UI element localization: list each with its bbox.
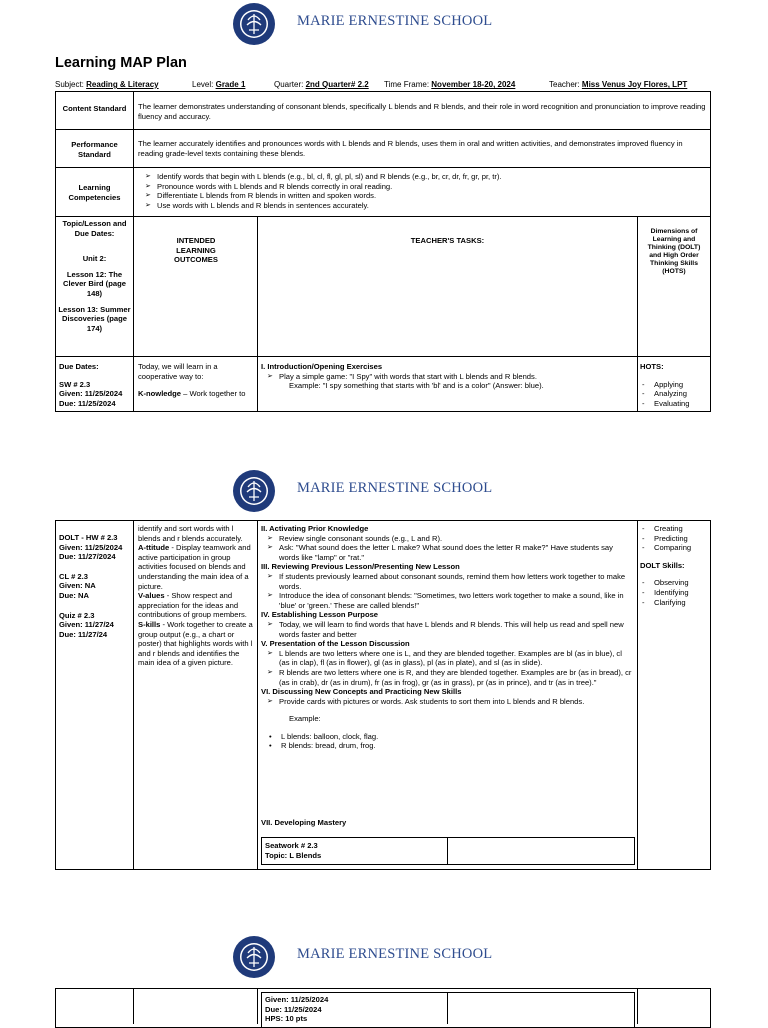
performance-standard-label: Performance Standard [71, 140, 118, 159]
school-seal-icon [232, 935, 276, 979]
content-standard-label: Content Standard [62, 104, 127, 113]
meta-level: Level: Grade 1 [192, 80, 246, 89]
hots-item: - Evaluating [640, 399, 710, 409]
hots-item: - Creating [640, 524, 710, 534]
meta-teacher: Teacher: Miss Venus Joy Flores, LPT [549, 80, 688, 89]
hots-item: - Analyzing [640, 389, 710, 399]
hots-cell-page1: HOTS: - Applying - Analyzing - Evaluating [640, 362, 710, 408]
developing-mastery-heading: VII. Developing Mastery [261, 818, 347, 827]
dolt-skill-item: - Observing [640, 578, 710, 588]
school-name: MARIE ERNESTINE SCHOOL [297, 13, 493, 29]
seatwork-dates: Given: 11/25/2024 Due: 11/25/2024 HPS: 10 pts [265, 995, 329, 1024]
hots-cell-page2: - Creating - Predicting - Comparing DOLT Skills: - Observing - Identifying - Clarifying [640, 524, 710, 607]
competencies-list [139, 172, 709, 210]
due-dates-cell: Due Dates: SW # 2.3 Given: 11/25/2024 Due: 11/25/2024 [59, 362, 123, 408]
task-item: ➢ R blends are two letters where one is R, and they are blended together. Examples are br (as in bread), cr (as in crab), dr (as in drum), fr (as in frog), gr (as in grass), pr (as in prince), and tr (as in tree)." [261, 668, 634, 687]
competencies-label: Learning Competencies [68, 183, 121, 202]
task-item: ➢ Ask: "What sound does the letter L make? What sound does the letter R make?" Have students say words like "lamp" or "rat." [261, 543, 634, 562]
dolt-skill-item: - Clarifying [640, 598, 710, 608]
ilo-cell-page2: identify and sort words with l blends and r blends accurately. A-ttitude - Display teamwork and active participation in group activities focused on blends and understanding the main idea of a picture. V-alues - Show respect and appreciation for the ideas and contributions of group members. S-kills - Work together to create a group output (e.g., a chart or poster) that highlights words with l and r blends and identifies the main idea of a given picture. [138, 524, 253, 668]
competency-item: ➢ Pronounce words with L blends and R blends correctly in oral reading. [139, 182, 709, 192]
dolt-skill-item: - Identifying [640, 588, 710, 598]
example-item: • R blends: bread, drum, frog. [261, 741, 634, 751]
school-name: MARIE ERNESTINE SCHOOL [297, 480, 493, 496]
content-standard-text: The learner demonstrates understanding of consonant blends, specifically L blends and R blends, and their role in word recognition and pronunciation to improve reading fluency and accuracy. [138, 102, 706, 121]
seatwork-label: Seatwork # 2.3 Topic: L Blends [265, 841, 322, 860]
meta-timeframe: Time Frame: November 18-20, 2024 [384, 80, 516, 89]
tasks-cell-page2: II. Activating Prior Knowledge ➢ Review single consonant sounds (e.g., L and R). ➢ Ask: "What sound does the letter L make? What sound does the letter R make?" Have students say words like "lamp" or "rat." III. Reviewing Previous Lesson/Presenting New Lesson ➢ If students previously learned about consonant sounds, remind them how letters work together to make words. ➢ Introduce the idea of consonant blends: "Sometimes, two letters work together to make a sound, like in 'blue' or 'green.' These are called blends!" IV. Establishing Lesson Purpose ➢ Today, we will learn to find words that have L blends and R blends. This will help us read and spell new words faster and better V. Presentation of the Lesson Discussion ➢ L blends are two letters where one is L, and they are blended together. Examples are bl (as in blue), cl (as in clap), fl (as in flower), gl (as in glass), pl (as in plate), and sl (as in slide). ➢ R blends are two letters where one is R, and they are blended together. Examples are br (as in bread), cr (as in crab), dr (as in drum), fr (as in frog), gr (as in grass), pr (as in prince), and tr (as in tree)." VI. Discussing New Concepts and Practicing New Skills ➢ Provide cards with pictures or words. Ask students to sort them into L blends and R blends. Example: • L blends: balloon, clock, flag. • R blends: bread, drum, frog. [261, 524, 634, 751]
hots-item: - Applying [640, 380, 710, 390]
ilo-header: INTENDED LEARNING OUTCOMES [174, 236, 218, 265]
ilo-cell-page1: Today, we will learn in a cooperative way to: K-nowledge – Work together to [138, 362, 246, 399]
meta-quarter: Quarter: 2nd Quarter# 2.2 [274, 80, 369, 89]
page-header [0, 467, 768, 517]
hots-item: - Predicting [640, 534, 710, 544]
tasks-header: TEACHER'S TASKS: [410, 236, 485, 245]
school-seal-icon [232, 2, 276, 46]
meta-subject: Subject: Reading & Literacy [55, 80, 159, 89]
performance-standard-text: The learner accurately identifies and pronounces words with L blends and R blends, uses them in oral and written activities, and demonstrates improved fluency in reading grade-level texts containing these blends. [138, 139, 683, 158]
competency-item: ➢ Identify words that begin with L blends (e.g., bl, cl, fl, gl, pl, sl) and R blends (e.g., br, cr, dr, fr, gr, pr, tr). [139, 172, 709, 182]
page-header [0, 933, 768, 983]
task-item: ➢ If students previously learned about consonant sounds, remind them how letters work together to make words. [261, 572, 634, 591]
task-item: ➢ L blends are two letters where one is L, and they are blended together. Examples are bl (as in blue), cl (as in clap), fl (as in flower), gl (as in glass), pl (as in plate), and sl (as in slide). [261, 649, 634, 668]
school-name: MARIE ERNESTINE SCHOOL [297, 946, 493, 962]
task-item: ➢ Review single consonant sounds (e.g., L and R). [261, 534, 634, 544]
document-title: Learning MAP Plan [55, 55, 187, 71]
example-item: • L blends: balloon, clock, flag. [261, 732, 634, 742]
competency-item: ➢ Use words with L blends and R blends in sentences accurately. [139, 201, 709, 211]
tasks-cell-page1: I. Introduction/Opening Exercises ➢ Play a simple game: "I Spy" with words that start with L blends and R blends. Example: "I spy something that starts with 'bl' and is a color" (Answer: blue). [261, 362, 635, 391]
due-dates-cell-page2: DOLT - HW # 2.3 Given: 11/25/2024 Due: 11/27/2024 CL # 2.3 Given: NA Due: NA Quiz # 2.3 Given: 11/27/24 Due: 11/27/24 [59, 533, 123, 639]
school-seal-icon [232, 469, 276, 513]
task-item: ➢ Introduce the idea of consonant blends: "Sometimes, two letters work together to make a sound, like in 'blue' or 'green.' These are called blends!" [261, 591, 634, 610]
dolt-header: Dimensions of Learning and Thinking (DOLT) and High Order Thinking Skills (HOTS) [647, 228, 701, 275]
topic-cell: Topic/Lesson and Due Dates: Unit 2: Lesson 12: The Clever Bird (page 148) Lesson 13: Summer Discoveries (page 174) [58, 219, 131, 333]
competency-item: ➢ Differentiate L blends from R blends in written and spoken words. [139, 191, 709, 201]
page-header [0, 0, 768, 50]
hots-item: - Comparing [640, 543, 710, 553]
